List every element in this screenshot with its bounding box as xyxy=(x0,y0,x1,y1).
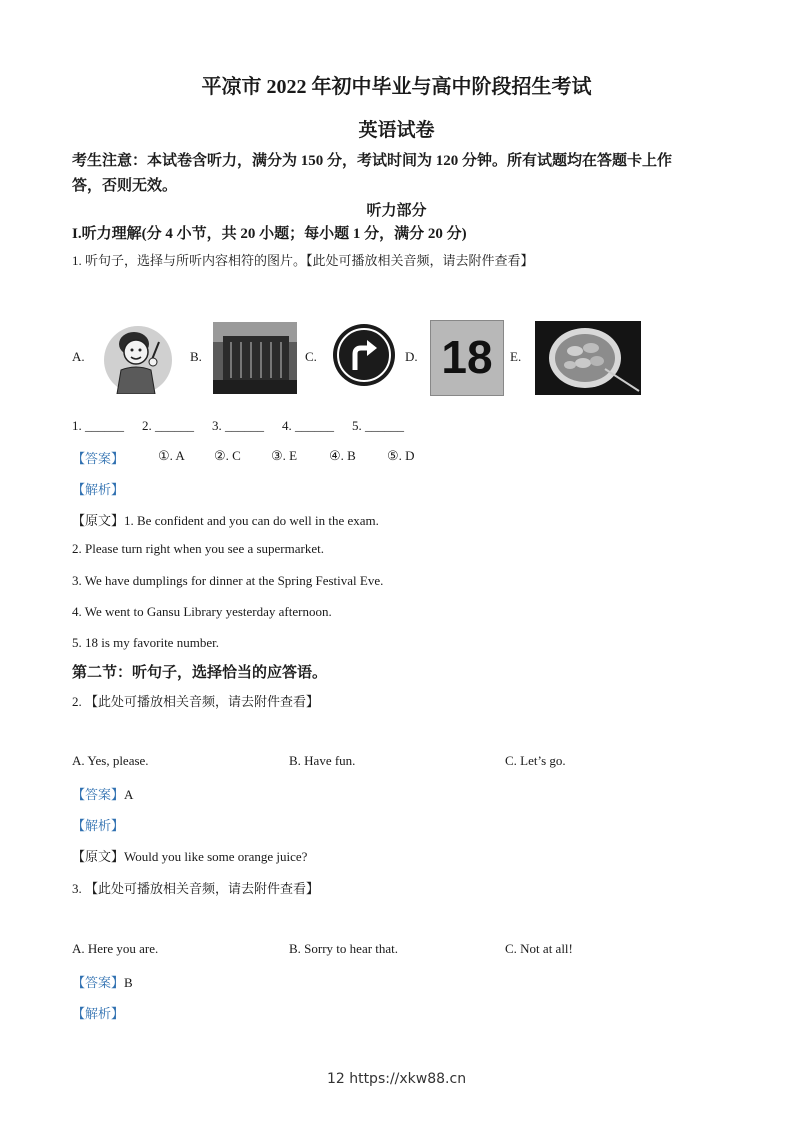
picture-d-number: 18 xyxy=(441,331,493,383)
blank-5: 5. ______ xyxy=(352,418,404,433)
picture-label-d: D. xyxy=(405,349,418,364)
part1-heading: I.听力理解(分 4 小节，共 20 小题；每小题 1 分，满分 20 分) xyxy=(72,226,467,242)
q1-script-line-4: 4. We went to Gansu Library yesterday afternoon. xyxy=(72,604,332,619)
q2-answer-label: 【答案】 xyxy=(72,787,125,802)
q1-script-line-3: 3. We have dumplings for dinner at the Spring Festival Eve. xyxy=(72,573,384,588)
blank-4: 4. ______ xyxy=(282,418,334,433)
picture-label-b: B. xyxy=(190,349,202,364)
blank-1: 1. ______ xyxy=(72,418,124,433)
q2-option-c: C. Let’s go. xyxy=(505,753,566,768)
q3-prompt: 3. 【此处可播放相关音频，请去附件查看】 xyxy=(72,881,320,896)
q1-analysis-label: 【解析】 xyxy=(72,482,125,497)
q2-option-b: B. Have fun. xyxy=(289,753,356,768)
section-title: 听力部分 xyxy=(366,203,427,219)
q1-answer-5: ⑤. D xyxy=(387,448,415,463)
blank-3: 3. ______ xyxy=(212,418,264,433)
q3-answer: B xyxy=(124,975,133,990)
part2-heading: 第二节：听句子，选择恰当的应答语。 xyxy=(72,665,328,681)
q3-option-c: C. Not at all! xyxy=(505,941,573,956)
picture-label-c: C. xyxy=(305,349,317,364)
q3-option-b: B. Sorry to hear that. xyxy=(289,941,399,956)
q2-answer: A xyxy=(124,787,134,802)
picture-label-e: E. xyxy=(510,349,522,364)
q1-answer-4: ④. B xyxy=(329,448,356,463)
q2-option-a: A. Yes, please. xyxy=(72,753,149,768)
picture-d-number-card xyxy=(430,320,504,396)
q3-analysis-label: 【解析】 xyxy=(72,1006,125,1021)
q3-option-a: A. Here you are. xyxy=(72,941,159,956)
q1-prompt: 1. 听句子，选择与所听内容相符的图片。【此处可播放相关音频，请去附件查看】 xyxy=(72,253,534,268)
q2-analysis-label: 【解析】 xyxy=(72,818,125,833)
picture-e-dumplings-plate xyxy=(535,321,641,395)
q1-answer-2: ②. C xyxy=(214,448,241,463)
picture-b-library-building xyxy=(213,322,297,394)
q1-script-line-2: 2. Please turn right when you see a supermarket. xyxy=(72,541,324,556)
q2-script: 【原文】Would you like some orange juice? xyxy=(72,849,308,864)
notice-line-1: 考生注意：本试卷含听力，满分为 150 分，考试时间为 120 分钟。所有试题均在答题卡上作 xyxy=(72,153,673,169)
picture-a-confident-boy xyxy=(101,322,176,394)
blank-2: 2. ______ xyxy=(142,418,194,433)
q3-answer-label: 【答案】 xyxy=(72,975,125,990)
notice-line-2: 答，否则无效。 xyxy=(72,178,178,194)
q1-answer-3: ③. E xyxy=(271,448,298,463)
q1-answer-1: ①. A xyxy=(158,448,185,463)
q1-script-line-1: 【原文】1. Be confident and you can do well in the exam. xyxy=(72,513,379,528)
paper-subtitle: 英语试卷 xyxy=(358,120,435,141)
picture-c-turn-right-sign xyxy=(331,322,397,388)
footer-watermark: 12 https://xkw88.cn xyxy=(326,1071,467,1087)
q1-answer-label: 【答案】 xyxy=(72,451,125,466)
q1-script-line-5: 5. 18 is my favorite number. xyxy=(72,635,219,650)
q2-prompt: 2. 【此处可播放相关音频，请去附件查看】 xyxy=(72,694,320,709)
picture-label-a: A. xyxy=(72,349,85,364)
exam-title: 平凉市 2022 年初中毕业与高中阶段招生考试 xyxy=(201,76,592,98)
